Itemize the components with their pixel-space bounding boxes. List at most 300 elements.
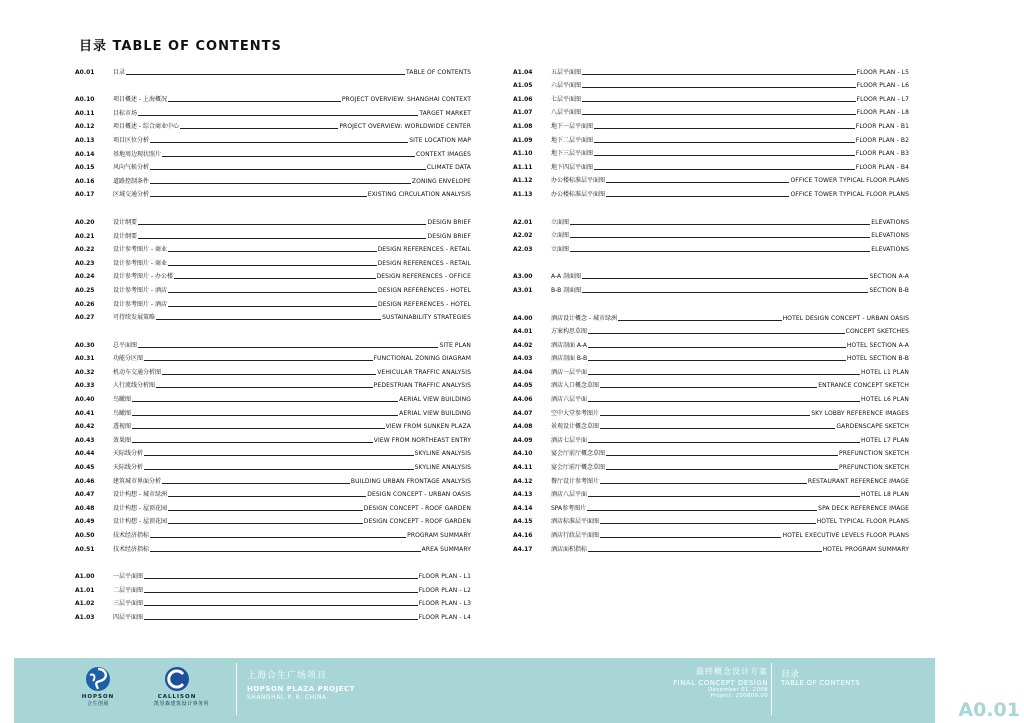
toc-entry xyxy=(513,212,909,226)
toc-entry xyxy=(513,62,909,76)
toc-leader-line xyxy=(588,333,845,334)
toc-sheet-code: A0.31 xyxy=(75,355,95,363)
toc-title-en: BUILDING URBAN FRONTAGE ANALYSIS xyxy=(350,477,471,485)
toc-title-en: DESIGN REFERENCES - HOTEL xyxy=(378,300,471,308)
toc-entry xyxy=(75,90,471,104)
toc-title-cn: 地下三层平面图 xyxy=(551,150,594,158)
toc-title-cn: 技术经济指标 xyxy=(113,545,150,553)
toc-entry xyxy=(513,89,909,103)
toc-leader-line xyxy=(587,510,817,511)
toc-sheet-code: A4.17 xyxy=(513,545,533,553)
toc-entry xyxy=(513,389,909,403)
toc-title-cn: 景观设计概念草图 xyxy=(551,423,600,431)
toc-leader-line xyxy=(594,128,855,129)
toc-sheet-code: A0.25 xyxy=(75,286,95,294)
toc-title-en: FLOOR PLAN - B3 xyxy=(855,150,909,158)
toc-leader-line xyxy=(144,605,418,606)
toc-entry xyxy=(75,212,471,226)
toc-title-cn: 酒店入口概念草图 xyxy=(551,382,600,390)
toc-title-en: CONCEPT SKETCHES xyxy=(845,328,909,336)
toc-sheet-code: A4.01 xyxy=(513,328,533,336)
toc-entry xyxy=(513,184,909,198)
toc-sheet-code: A0.16 xyxy=(75,177,95,185)
design-stage-en: FINAL CONCEPT DESIGN xyxy=(673,679,768,687)
hopson-logo xyxy=(80,666,116,707)
toc-leader-line xyxy=(570,237,870,238)
toc-sheet-code: A0.22 xyxy=(75,246,95,254)
toc-title-cn: 办公楼标准层平面图 xyxy=(551,177,606,185)
toc-title-en: RESTAURANT REFERENCE IMAGE xyxy=(807,477,909,485)
toc-title-en: AERIAL VIEW BUILDING xyxy=(399,396,471,404)
toc-title-en: DESIGN CONCEPT - ROOF GARDEN xyxy=(363,504,471,512)
toc-title-en: ELEVATIONS xyxy=(871,218,909,226)
footer-divider xyxy=(236,663,237,715)
callison-cn-name: 凯里森建筑设计事务所 xyxy=(154,701,210,707)
toc-sheet-code: A0.46 xyxy=(75,477,95,485)
toc-leader-line xyxy=(600,523,816,524)
toc-entry xyxy=(513,157,909,171)
project-number: Project: 200809.00 xyxy=(710,693,768,699)
toc-entry xyxy=(75,335,471,349)
toc-title-cn: 鸟瞰图 xyxy=(113,409,132,417)
toc-entry xyxy=(75,471,471,485)
toc-leader-line xyxy=(180,128,338,129)
toc-sheet-code: A3.01 xyxy=(513,286,533,294)
toc-entry xyxy=(513,539,909,553)
footer-divider xyxy=(771,663,772,715)
toc-entry xyxy=(75,567,471,581)
toc-entry xyxy=(75,280,471,294)
toc-leader-line xyxy=(144,578,418,579)
toc-leader-line xyxy=(600,428,835,429)
toc-leader-line xyxy=(174,278,376,279)
toc-leader-line xyxy=(138,115,418,116)
toc-title-en: DESIGN REFERENCES - OFFICE xyxy=(376,273,471,281)
toc-title-cn: A-A 剖面图 xyxy=(551,273,582,281)
toc-leader-line xyxy=(144,592,418,593)
toc-title-en: HOTEL L8 PLAN xyxy=(861,491,909,499)
toc-title-en: FLOOR PLAN - L8 xyxy=(856,109,909,117)
toc-sheet-code: A0.13 xyxy=(75,136,95,144)
toc-title-cn: 设计纲要 xyxy=(113,218,138,226)
toc-entry xyxy=(513,280,909,294)
toc-title-cn: 三层平面图 xyxy=(113,600,144,608)
toc-entry xyxy=(513,403,909,417)
toc-entry xyxy=(75,403,471,417)
toc-title-en: HOTEL L1 PLAN xyxy=(861,368,909,376)
toc-entry xyxy=(513,239,909,253)
toc-sheet-code: A0.01 xyxy=(75,68,95,76)
toc-title-en: HOTEL DESIGN CONCEPT - URBAN OASIS xyxy=(782,314,909,322)
toc-entry xyxy=(75,171,471,185)
toc-title-cn: 设计纲要 xyxy=(113,232,138,240)
toc-title-cn: 天际线分析 xyxy=(113,464,144,472)
toc-title-en: SKYLINE ANALYSIS xyxy=(414,464,471,472)
toc-title-cn: 五层平面图 xyxy=(551,68,582,76)
sheet-title-cn: 目录 xyxy=(781,670,800,680)
callison-name: CALLISON xyxy=(157,694,197,700)
toc-leader-line xyxy=(588,401,860,402)
toc-sheet-code: A1.05 xyxy=(513,82,533,90)
toc-entry xyxy=(513,308,909,322)
page-title: 目录 TABLE OF CONTENTS xyxy=(79,39,282,54)
toc-title-en: DESIGN REFERENCES - RETAIL xyxy=(377,246,471,254)
toc-sheet-code: A1.06 xyxy=(513,95,533,103)
toc-entry xyxy=(75,226,471,240)
toc-title-cn: 项目概述 - 上海概况 xyxy=(113,96,167,104)
toc-title-cn: 宴会厅前厅概念草图 xyxy=(551,464,606,472)
toc-title-cn: 目标市场 xyxy=(113,109,138,117)
toc-entry xyxy=(75,485,471,499)
toc-title-en: FUNCTIONAL ZONING DIAGRAM xyxy=(373,355,471,363)
toc-title-en: AERIAL VIEW BUILDING xyxy=(399,409,471,417)
project-name-en: HOPSON PLAZA PROJECT xyxy=(247,685,355,693)
toc-title-en: DESIGN CONCEPT - URBAN OASIS xyxy=(367,491,471,499)
toc-title-cn: 一层平面图 xyxy=(113,573,144,581)
toc-leader-line xyxy=(144,619,418,620)
toc-sheet-code: A1.11 xyxy=(513,163,533,171)
toc-sheet-code: A0.43 xyxy=(75,436,95,444)
toc-title-cn: 项目区位分析 xyxy=(113,136,150,144)
toc-title-en: EXISTING CIRCULATION ANALYSIS xyxy=(367,191,471,199)
title-block-footer xyxy=(14,658,1024,723)
toc-entry xyxy=(75,240,471,254)
toc-sheet-code: A2.01 xyxy=(513,218,533,226)
toc-sheet-code: A4.12 xyxy=(513,477,533,485)
toc-sheet-code: A0.23 xyxy=(75,259,95,267)
toc-title-cn: 设计参考图片 - 商业 xyxy=(113,259,167,267)
toc-leader-line xyxy=(162,483,350,484)
toc-sheet-code: A1.08 xyxy=(513,122,533,130)
toc-title-en: FLOOR PLAN - L5 xyxy=(856,68,909,76)
toc-sheet-code: A4.16 xyxy=(513,532,533,539)
toc-sheet-code: A0.10 xyxy=(75,96,95,104)
toc-title-cn: B-B 剖面图 xyxy=(551,286,582,294)
toc-sheet-code: A1.13 xyxy=(513,190,533,198)
toc-sheet-code: A1.07 xyxy=(513,109,533,117)
toc-title-en: DESIGN REFERENCES - HOTEL xyxy=(378,286,471,294)
toc-sheet-code: A0.30 xyxy=(75,341,95,349)
toc-title-en: DESIGN CONCEPT - ROOF GARDEN xyxy=(363,518,471,526)
toc-sheet-code: A3.00 xyxy=(513,273,533,281)
toc-group xyxy=(513,308,909,553)
toc-leader-line xyxy=(600,415,810,416)
toc-leader-line xyxy=(570,251,870,252)
toc-title-cn: 功能分区图 xyxy=(113,355,144,363)
toc-title-en: HOTEL SECTION A-A xyxy=(846,341,909,349)
toc-title-en: TABLE OF CONTENTS xyxy=(405,68,471,76)
toc-title-cn: 目录 xyxy=(113,68,126,76)
toc-leader-line xyxy=(606,182,789,183)
toc-entry xyxy=(513,430,909,444)
toc-leader-line xyxy=(168,251,377,252)
toc-title-en: FLOOR PLAN - L1 xyxy=(418,573,471,581)
toc-title-cn: 鸟瞰图 xyxy=(113,396,132,404)
toc-title-en: DESIGN BRIEF xyxy=(427,218,471,226)
callison-logo xyxy=(154,666,210,707)
toc-entry xyxy=(75,539,471,553)
toc-title-cn: 餐厅设计参考图片 xyxy=(551,477,600,485)
toc-group xyxy=(513,212,909,253)
toc-title-en: OFFICE TOWER TYPICAL FLOOR PLANS xyxy=(790,177,909,185)
toc-title-cn: 机动车交通分析图 xyxy=(113,368,162,376)
toc-sheet-code: A4.04 xyxy=(513,368,533,376)
toc-entry xyxy=(75,457,471,471)
sheet-number: A0.01 xyxy=(958,699,1020,721)
toc-sheet-code: A1.02 xyxy=(75,600,95,608)
toc-title-en: SECTION B-B xyxy=(869,286,909,294)
project-name-cn: 上海合生广场项目 xyxy=(247,671,328,681)
toc-sheet-code: A0.20 xyxy=(75,218,95,226)
toc-title-cn: 效果图 xyxy=(113,436,132,444)
toc-title-cn: 七层平面图 xyxy=(551,95,582,103)
toc-entry xyxy=(513,457,909,471)
toc-title-en: ENTRANCE CONCEPT SKETCH xyxy=(818,382,909,390)
toc-sheet-code: A0.40 xyxy=(75,396,95,404)
toc-leader-line xyxy=(168,306,377,307)
toc-title-en: PROJECT OVERVIEW: WORLDWIDE CENTER xyxy=(339,123,471,131)
toc-entry xyxy=(513,444,909,458)
toc-sheet-code: A0.17 xyxy=(75,191,95,199)
toc-title-cn: 地下一层平面图 xyxy=(551,122,594,130)
toc-entry xyxy=(75,158,471,172)
toc-leader-line xyxy=(138,224,426,225)
toc-title-cn: 透视图 xyxy=(113,423,132,431)
toc-leader-line xyxy=(588,442,860,443)
toc-title-en: SKY LOBBY REFERENCE IMAGES xyxy=(811,409,909,417)
toc-title-cn: 基地周边现状照片 xyxy=(113,150,162,158)
toc-leader-line xyxy=(168,101,341,102)
toc-group xyxy=(75,90,471,199)
design-stage-cn: 最终概念设计方案 xyxy=(696,667,768,676)
toc-leader-line xyxy=(168,265,377,266)
toc-entry xyxy=(75,444,471,458)
toc-title-cn: 项目概述 - 综合商业中心 xyxy=(113,123,179,131)
toc-leader-line xyxy=(168,510,363,511)
toc-title-cn: 技术经济指标 xyxy=(113,532,150,539)
toc-entry xyxy=(513,335,909,349)
toc-entry xyxy=(513,498,909,512)
toc-title-en: CONTEXT IMAGES xyxy=(415,150,471,158)
toc-leader-line xyxy=(132,442,373,443)
toc-sheet-code: A0.48 xyxy=(75,504,95,512)
toc-leader-line xyxy=(582,292,868,293)
toc-sheet-code: A4.14 xyxy=(513,504,533,512)
hopson-name: HOPSON xyxy=(81,694,115,700)
toc-title-cn: 酒店剖面 A-A xyxy=(551,341,588,349)
toc-title-en: SECTION A-A xyxy=(869,273,909,281)
toc-sheet-code: A1.04 xyxy=(513,68,533,76)
toc-title-cn: 人行流线分析图 xyxy=(113,382,156,390)
toc-title-cn: 宴会厅前厅概念草图 xyxy=(551,450,606,458)
toc-title-cn: 风向气候分析 xyxy=(113,164,150,172)
toc-title-en: HOTEL PROGRAM SUMMARY xyxy=(822,545,909,553)
toc-entry xyxy=(513,144,909,158)
toc-leader-line xyxy=(168,292,377,293)
toc-sheet-code: A0.45 xyxy=(75,464,95,472)
toc-title-en: HOTEL SECTION B-B xyxy=(846,355,909,363)
toc-leader-line xyxy=(150,196,367,197)
toc-group xyxy=(513,267,909,294)
toc-sheet-code: A0.41 xyxy=(75,409,95,417)
toc-leader-line xyxy=(132,415,398,416)
toc-sheet-code: A4.10 xyxy=(513,450,533,458)
toc-leader-line xyxy=(606,469,838,470)
toc-leader-line xyxy=(606,455,838,456)
toc-sheet-code: A0.27 xyxy=(75,314,95,322)
toc-title-en: FLOOR PLAN - L2 xyxy=(418,586,471,594)
toc-entry xyxy=(513,471,909,485)
toc-title-en: FLOOR PLAN - L6 xyxy=(856,82,909,90)
toc-title-en: OFFICE TOWER TYPICAL FLOOR PLANS xyxy=(790,190,909,198)
toc-title-en: HOTEL TYPICAL FLOOR PLANS xyxy=(816,518,909,526)
toc-entry xyxy=(75,498,471,512)
toc-entry xyxy=(75,525,471,539)
toc-leader-line xyxy=(600,537,781,538)
design-stage-block xyxy=(673,666,768,699)
toc-leader-line xyxy=(126,74,405,75)
toc-entry xyxy=(75,580,471,594)
toc-title-en: FLOOR PLAN - L7 xyxy=(856,95,909,103)
toc-title-cn: 酒店七层平面 xyxy=(551,436,588,444)
toc-entry xyxy=(75,349,471,363)
toc-sheet-code: A1.01 xyxy=(75,586,95,594)
toc-leader-line xyxy=(606,196,789,197)
toc-title-cn: 道路控制条件 xyxy=(113,177,150,185)
toc-sheet-code: A0.11 xyxy=(75,109,95,117)
toc-entry xyxy=(513,267,909,281)
toc-title-cn: 设计构想 - 屋顶花园 xyxy=(113,504,167,512)
toc-sheet-code: A2.02 xyxy=(513,232,533,240)
toc-sheet-code: A0.21 xyxy=(75,232,95,240)
toc-title-en: FLOOR PLAN - B4 xyxy=(855,163,909,171)
toc-sheet-code: A0.33 xyxy=(75,382,95,390)
toc-leader-line xyxy=(570,224,870,225)
toc-leader-line xyxy=(588,347,846,348)
toc-leader-line xyxy=(588,496,860,497)
toc-title-cn: 酒店一层平面 xyxy=(551,368,588,376)
toc-title-en: VIEW FROM SUNKEN PLAZA xyxy=(385,423,471,431)
toc-sheet-code: A1.09 xyxy=(513,136,533,144)
toc-entry xyxy=(75,389,471,403)
toc-title-en: DESIGN REFERENCES - RETAIL xyxy=(377,259,471,267)
toc-title-cn: 二层平面图 xyxy=(113,586,144,594)
sheet-title-en: TABLE OF CONTENTS xyxy=(781,679,861,687)
toc-sheet-code: A4.07 xyxy=(513,409,533,417)
toc-sheet-code: A0.24 xyxy=(75,273,95,281)
toc-entry xyxy=(75,62,471,76)
toc-title-cn: 酒店八层平面 xyxy=(551,491,588,499)
toc-title-en: TARGET MARKET xyxy=(419,109,471,117)
toc-title-en: PROGRAM SUMMARY xyxy=(407,532,471,539)
toc-title-cn: 地下二层平面图 xyxy=(551,136,594,144)
toc-sheet-code: A0.44 xyxy=(75,450,95,458)
toc-title-cn: 设计参考图片 - 酒店 xyxy=(113,300,167,308)
toc-title-en: PREFUNCTION SKETCH xyxy=(838,450,909,458)
toc-title-en: DESIGN BRIEF xyxy=(427,232,471,240)
toc-title-cn: 设计参考图片 - 酒店 xyxy=(113,286,167,294)
toc-leader-line xyxy=(168,523,363,524)
toc-title-cn: 可持续发展策略 xyxy=(113,314,156,322)
toc-entry xyxy=(513,485,909,499)
toc-leader-line xyxy=(144,455,414,456)
toc-entry xyxy=(513,512,909,526)
toc-sheet-code: A0.32 xyxy=(75,368,95,376)
toc-title-cn: 设计构想 - 城市绿洲 xyxy=(113,491,167,499)
toc-group xyxy=(75,335,471,553)
toc-leader-line xyxy=(618,320,782,321)
toc-entry xyxy=(75,376,471,390)
toc-title-en: AREA SUMMARY xyxy=(421,545,471,553)
toc-title-en: HOTEL EXECUTIVE LEVELS FLOOR PLANS xyxy=(782,532,909,539)
toc-leader-line xyxy=(594,155,855,156)
toc-group xyxy=(75,62,471,76)
toc-entry xyxy=(513,417,909,431)
toc-leader-line xyxy=(582,114,856,115)
toc-sheet-code: A0.47 xyxy=(75,491,95,499)
toc-leader-line xyxy=(132,401,398,402)
hopson-cn-name: 合生创展 xyxy=(86,701,109,707)
toc-sheet-code: A0.49 xyxy=(75,518,95,526)
toc-leader-line xyxy=(582,87,856,88)
toc-entry xyxy=(75,117,471,131)
toc-title-en: FLOOR PLAN - B1 xyxy=(855,122,909,130)
toc-sheet-code: A4.00 xyxy=(513,314,533,322)
toc-sheet-code: A4.03 xyxy=(513,355,533,363)
toc-entry xyxy=(513,103,909,117)
toc-title-en: PROJECT OVERVIEW: SHANGHAI CONTEXT xyxy=(341,96,471,104)
toc-sheet-code: A1.12 xyxy=(513,177,533,185)
toc-entry xyxy=(75,103,471,117)
toc-entry xyxy=(75,417,471,431)
toc-sheet-code: A2.03 xyxy=(513,245,533,253)
toc-entry xyxy=(75,512,471,526)
toc-title-cn: 立面图 xyxy=(551,232,570,240)
toc-sheet-code: A4.11 xyxy=(513,464,533,472)
toc-leader-line xyxy=(600,387,817,388)
toc-title-cn: 酒店行政层平面图 xyxy=(551,532,600,539)
toc-sheet-code: A0.12 xyxy=(75,123,95,131)
toc-leader-line xyxy=(582,74,856,75)
toc-group xyxy=(75,212,471,321)
toc-leader-line xyxy=(582,278,868,279)
toc-leader-line xyxy=(594,142,855,143)
toc-title-cn: 设计构想 - 屋顶花园 xyxy=(113,518,167,526)
toc-leader-line xyxy=(150,142,408,143)
toc-entry xyxy=(513,226,909,240)
toc-title-cn: 设计参考图片 - 商业 xyxy=(113,246,167,254)
toc-leader-line xyxy=(168,496,366,497)
toc-leader-line xyxy=(132,428,385,429)
toc-leader-line xyxy=(594,169,855,170)
toc-entry xyxy=(75,607,471,621)
toc-leader-line xyxy=(588,360,846,361)
toc-leader-line xyxy=(138,238,426,239)
toc-sheet-code: A1.03 xyxy=(75,613,95,621)
toc-title-cn: 办公楼标准层平面图 xyxy=(551,190,606,198)
toc-sheet-code: A4.13 xyxy=(513,491,533,499)
toc-entry xyxy=(513,116,909,130)
toc-sheet-code: A0.50 xyxy=(75,532,95,539)
project-location: SHANGHAI, P. R. CHINA xyxy=(247,694,327,701)
toc-title-en: PEDESTRIAN TRAFFIC ANALYSIS xyxy=(373,382,471,390)
toc-title-en: SKYLINE ANALYSIS xyxy=(414,450,471,458)
toc-leader-line xyxy=(162,374,376,375)
toc-title-cn: 四层平面图 xyxy=(113,613,144,621)
toc-leader-line xyxy=(600,483,807,484)
toc-entry xyxy=(513,171,909,185)
toc-title-cn: 六层平面图 xyxy=(551,82,582,90)
